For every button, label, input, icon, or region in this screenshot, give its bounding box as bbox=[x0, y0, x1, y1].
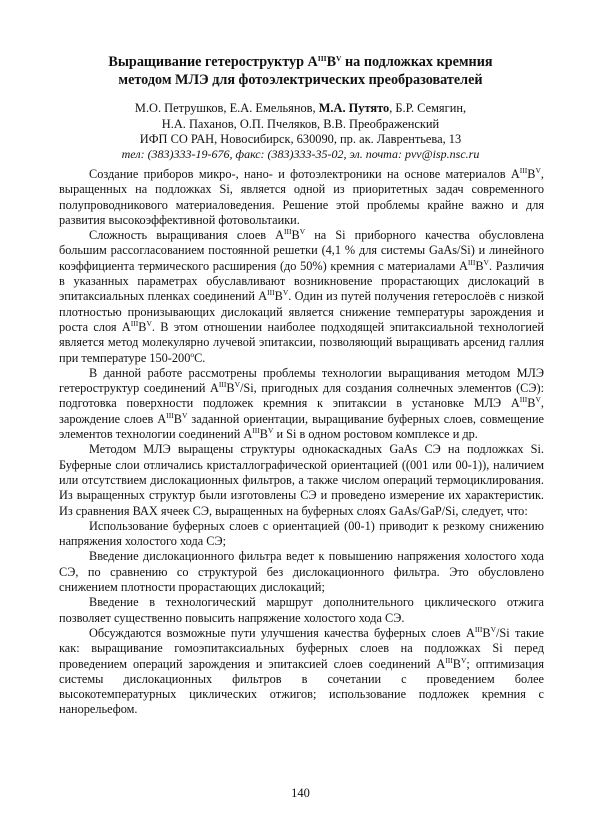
contacts: тел: (383)333-19-676, факс: (383)333-35-02, эл. почта: pvv@isp.nsc.ru bbox=[121, 147, 480, 161]
paragraph-3: В данной работе рассмотрены проблемы технологии выращивания методом МЛЭ гетероструктур соединений $A^{III}B^V/Si$, пригодных для создания солнечных элементов (СЭ): подготовка поверхности подложек кремния к эпитаксии в установке МЛЭ $A^{III}B^V$, зарождение слоев $A^{III}B^V$ заданной ориентации, выращивание буферных слоев, совмещение элементов технологии соединений $A^{III}B^V$ и Si в одном ростовом комплексе и др. bbox=[59, 365, 545, 442]
page-number: 140 bbox=[291, 786, 310, 800]
paragraph-6: Введение дислокационного фильтра ведет к повышению напряжения холостого хода СЭ, по сравнению со структурой без дислокационного фильтра. Это обусловлено снижением плотности прорастающих дислокаций; bbox=[59, 549, 544, 595]
paragraph-8: Обсуждаются возможные пути улучшения качества буферных слоев $A^{III}B^V/Si$ такие как: выращивание гомоэпитаксиальных буферных слоев на подложках Si перед проведением операций зарождения и эпитаксией слоев соединений $A^{III}B^V$; оптимизация системы дислокационных фильтров в сочетании с проведением более высокотемпературных циклических отжигов; использование подложек кремния с нанорельефом. bbox=[59, 624, 544, 717]
paragraph-1: Создание приборов микро-, нано- и фотоэлектроники на основе материалов $A^{III}B^V$, выращенных на подложках Si, является одной из приоритетных задач современного полупроводникового материаловедения. Решение этой проблемы крайне важно и для развития высокоэффективной фотовольтаики. bbox=[59, 166, 544, 227]
affiliation: ИФП СО РАН, Новосибирск, 630090, пр. ак. Лаврентьева, 13 bbox=[139, 132, 462, 146]
paragraph-7: Введение в технологический маршрут дополнительного циклического отжига позволяет существенно повысить напряжение холостого хода СЭ. bbox=[59, 595, 544, 625]
authors-line-2: Н.А. Паханов, О.П. Пчеляков, В.В. Преображенский bbox=[161, 117, 440, 131]
paper-title-line-1: Выращивание гетероструктур $A^{III}B^V$ на подложках кремния bbox=[108, 54, 493, 70]
paragraph-5: Использование буферных слоев с ориентацией (00-1) приводит к резкому снижению напряжения холостого хода СЭ; bbox=[59, 518, 544, 549]
paragraph-2: Сложность выращивания слоев $A^{III}B^V$ на Si приборного качества обусловлена большим рассогласованием постоянной решетки (4,1 % для системы GaAs/Si) и линейного коэффициента термического расширения (до 50%) кремния с материалами $A^{III}B^V$. Различия в указанных параметрах обуславливают возникновение прорастающих дислокаций в эпитаксиальных пленках соединений $A^{III}B^V$. Один из путей получения гетерослоёв с низкой плотностью пронизывающих дислокаций является снижение температуры зарождения и роста слоя $A^{III}B^V$. В этом отношении наиболее подходящей эпитаксиальной технологией является метод молекулярно лучевой эпитаксии, позволяющий выращивать арсенид галлия при температуре 150-200$^o$С. bbox=[59, 227, 544, 365]
paper-title-line-2: методом МЛЭ для фотоэлектрических преобразователей bbox=[118, 72, 483, 88]
presenting-author: М.А. Путято bbox=[318, 101, 390, 115]
paragraph-4: Методом МЛЭ выращены структуры однокаскадных GaAs СЭ на подложках Si. Буферные слои отличались кристаллографической ориентацией ((001 или 00-1)), наличием или отсутствием дислокационных фильтров, а также числом операций термоциклирования. Из выращенных структур были изготовлены СЭ и проведено измерение их характеристик. Из сравнения ВАХ ячеек СЭ, выращенных на буферных слоях GaAs/GaP/Si, следует, что: bbox=[59, 442, 544, 518]
authors-line-1: М.О. Петрушков, Е.А. Емельянов, М.А. Путято, Б.Р. Семягин, bbox=[134, 101, 467, 115]
abstract-body bbox=[59, 167, 544, 718]
